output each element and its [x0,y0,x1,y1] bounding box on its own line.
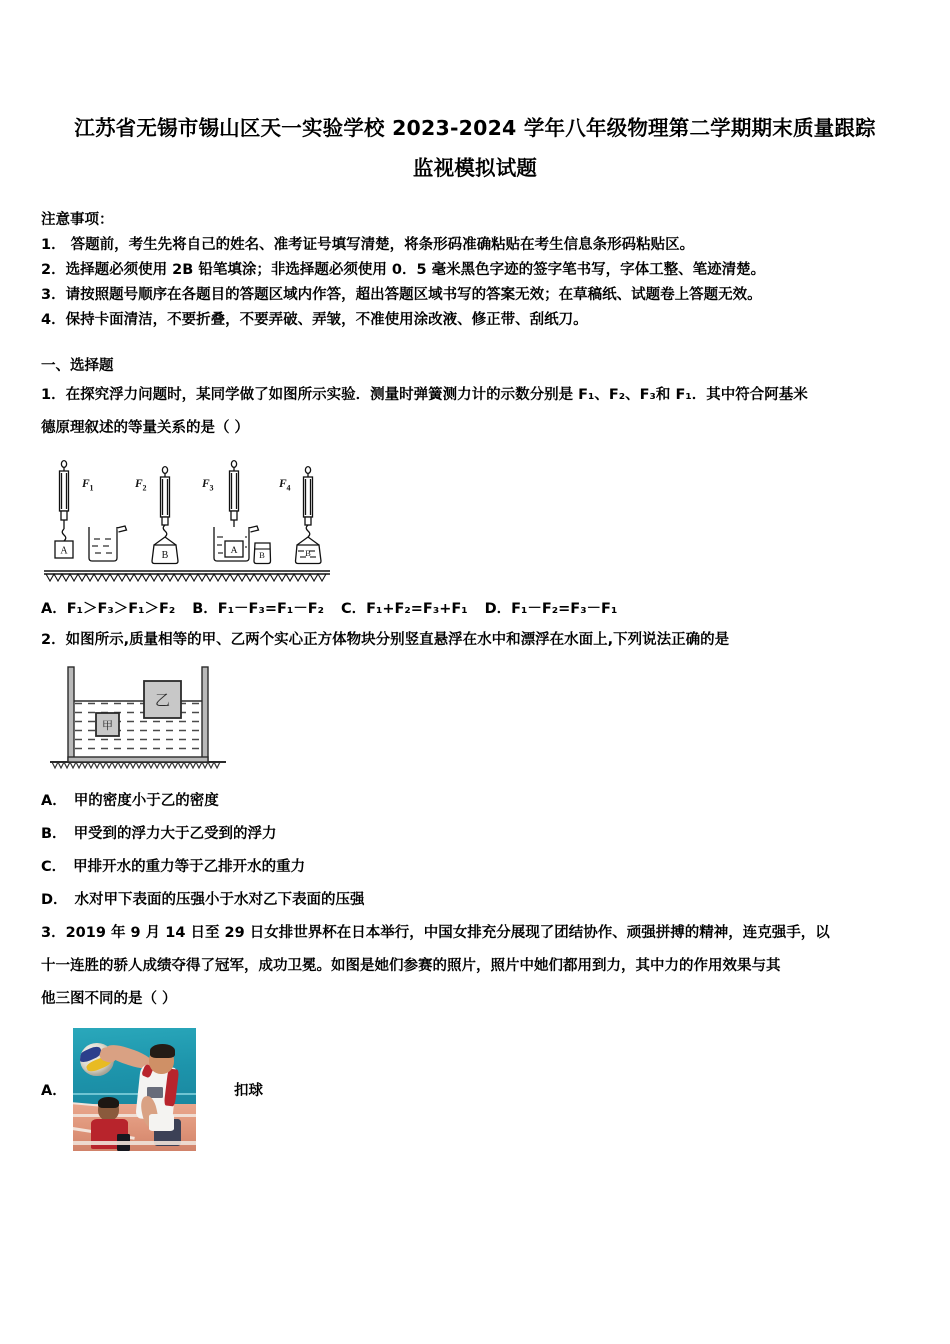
svg-text:F: F [82,478,90,490]
question-3-option-a-letter: A． [41,1083,67,1099]
svg-text:1: 1 [89,483,94,493]
question-2-option-b-letter: B． [41,826,67,842]
title-line-2: 监视模拟试题 [412,156,538,180]
notice-heading: 注意事项： [41,212,114,228]
question-2-option-c[interactable] [41,851,950,884]
question-2-number: 2． [41,632,66,648]
svg-text:4: 4 [286,483,291,493]
section-heading-multiple-choice: 一、选择题 [41,358,114,374]
setup-4 [278,467,321,564]
svg-text:甲: 甲 [102,719,113,732]
question-2-text [0,624,950,657]
question-2-option-c-text: 甲排开水的重力等于乙排开水的重力 [73,859,306,875]
question-3-text [0,917,950,950]
setup-1 [55,461,127,561]
question-2-option-b[interactable] [41,818,950,851]
question-1-option-b[interactable]: B．F₁－F₃=F₁－F₂ [192,601,324,617]
question-2-option-a-letter: A． [41,793,67,809]
question-3-text-cont-1 [0,950,950,983]
svg-text:B: B [259,550,265,560]
spring-scale-buoyancy-diagram [42,457,332,585]
question-2-options [0,785,950,917]
question-1-figure [0,457,950,590]
question-3-line-2: 十一连胜的骄人成绩夺得了冠军，成功卫冕。如图是她们参赛的照片，照片中她们都用到力，其中力的作用效果与其 [41,958,781,974]
question-3-option-a-caption: 扣球 [234,1083,263,1099]
question-3-number: 3． [41,925,66,941]
svg-text:F: F [279,478,287,490]
question-1-line-2: 德原理叙述的等量关系的是（ ） [41,420,250,436]
svg-text:B: B [161,550,169,561]
question-3-line-1: 2019 年 9 月 14 日至 29 日女排世界杯在日本举行，中国女排充分展现了团结协作、顽强拼搏的精神，连克强手，以 [65,925,830,941]
svg-text:A: A [60,545,68,557]
question-2-option-d-text: 水对甲下表面的压强小于水对乙下表面的压强 [74,892,365,908]
svg-text:3: 3 [209,483,214,493]
tank-two-blocks-diagram [48,663,228,776]
notice-block [0,208,950,333]
question-2-option-d-letter: D． [41,892,68,908]
volleyball-spike-photo [73,1028,196,1151]
setup-2 [134,467,178,564]
notice-item-1: 1． 答题前，考生先将自己的姓名、准考证号填写清楚，将条形码准确粘贴在考生信息条形码粘贴区。 [41,237,695,253]
question-3-text-cont-2 [0,983,950,1016]
svg-text:乙: 乙 [154,691,171,709]
question-2-option-b-text: 甲受到的浮力大于乙受到的浮力 [73,826,277,842]
question-3-line-3: 他三图不同的是（ ） [41,991,177,1007]
setup-3 [201,461,271,564]
question-1-line-1: 在探究浮力问题时，某同学做了如图所示实验．测量时弹簧测力计的示数分别是 F₁、F₂、F₃和 F₁．其中符合阿基米 [65,387,808,403]
svg-text:A: A [230,546,238,556]
question-1-option-c[interactable]: C．F₁+F₂=F₃+F₁ [340,601,468,617]
question-1-number: 1． [41,387,66,403]
question-3-option-a[interactable] [0,1028,950,1151]
svg-text:F: F [202,478,210,490]
svg-text:F: F [135,478,143,490]
question-2-option-d[interactable] [41,884,950,917]
page-title [0,0,950,188]
question-1-option-d[interactable]: D．F₁－F₂=F₃－F₁ [484,601,618,617]
svg-text:2: 2 [142,483,147,493]
question-2-option-c-letter: C． [41,859,67,875]
question-2-figure [0,663,950,781]
question-1-text-cont [0,412,950,445]
svg-text:B: B [305,548,311,558]
question-1-options [0,594,950,624]
notice-item-3: 3．请按照题号顺序在各题目的答题区域内作答，超出答题区域书写的答案无效；在草稿纸、试题卷上答题无效。 [41,287,762,303]
title-line-1: 江苏省无锡市锡山区天一实验学校 2023-2024 学年八年级物理第二学期期末质量跟踪 [74,116,876,140]
question-1-text [0,379,950,412]
question-2-line-1: 如图所示,质量相等的甲、乙两个实心正方体物块分别竖直悬浮在水中和漂浮在水面上,下列说法正确的是 [65,632,730,648]
notice-item-4: 4．保持卡面清洁，不要折叠，不要弄破、弄皱，不准使用涂改液、修正带、刮纸刀。 [41,312,588,328]
question-2-option-a[interactable] [41,785,950,818]
question-1-option-a[interactable]: A．F₁＞F₃＞F₁＞F₂ [41,601,176,617]
notice-item-2: 2．选择题必须使用 2B 铅笔填涂；非选择题必须使用 0．5 毫米黑色字迹的签字笔书写，字体工整、笔迹清楚。 [41,262,766,278]
question-2-option-a-text: 甲的密度小于乙的密度 [73,793,219,809]
